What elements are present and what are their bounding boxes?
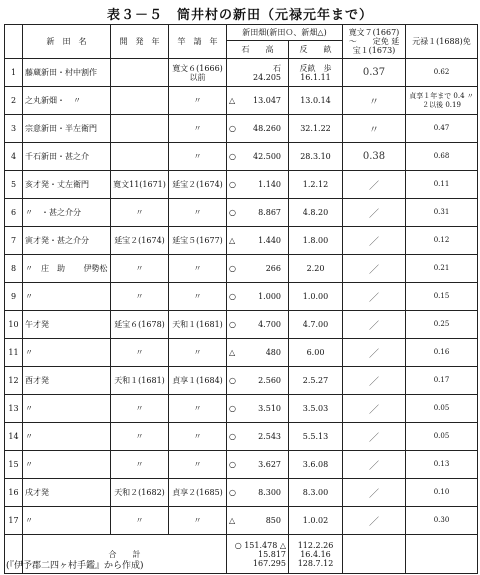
genroku-tax-rate: 0.68 [406,143,478,171]
koku-value: 石 24.205 [253,63,281,82]
field-type-mark: ○ [229,124,236,133]
field-type-mark: ○ [229,292,236,301]
koku-value: 266 [265,264,281,273]
tanbetsu-value: 5.5.13 [289,423,343,451]
koku-value: 3.510 [258,404,281,413]
genroku-tax-rate: 0.12 [406,227,478,255]
field-name: 午才発 [23,311,111,339]
survey-year: 延宝５(1677) [169,227,227,255]
field-type-mark: ○ [229,432,236,441]
header-tanbetsu: 反 畝 [289,41,343,59]
genroku-tax-rate: 0.05 [406,423,478,451]
koku-value: 2.543 [258,432,281,441]
tanbetsu-value: 1.0.00 [289,283,343,311]
table-row [5,451,478,479]
survey-year: 〃 [169,507,227,535]
field-name: 〃 庄 助 伊勢松 [23,255,111,283]
field-name: 宗意新田・半左衛門 [23,115,111,143]
koku-value: 480 [265,348,281,357]
field-name: 〃 [23,395,111,423]
survey-year: 寛文６(1666) 以前 [169,59,227,87]
koku-value: 1.440 [258,236,281,245]
table-row [5,311,478,339]
header-dev-year: 開 発 年 [111,25,169,59]
koku-cell [227,143,289,171]
tanbetsu-value: 8.3.00 [289,479,343,507]
survey-year: 〃 [169,395,227,423]
row-number: 12 [5,367,23,395]
kanbun-tax-rate: ／ [343,171,406,199]
table-row [5,367,478,395]
row-number: 13 [5,395,23,423]
survey-year: 〃 [169,283,227,311]
survey-year: 貞享２(1685) [169,479,227,507]
total-koku: ○ 151.478 △ 15.817 167.295 [227,535,289,574]
genroku-tax-rate: 0.05 [406,395,478,423]
field-type-mark: ○ [229,264,236,273]
tanbetsu-value: 4.7.00 [289,311,343,339]
table-row [5,227,478,255]
row-number: 9 [5,283,23,311]
development-year: 〃 [111,255,169,283]
koku-value: 13.047 [253,96,281,105]
koku-value: 42.500 [253,152,281,161]
table-row [5,507,478,535]
koku-cell [227,507,289,535]
kanbun-tax-rate: ／ [343,311,406,339]
table-row [5,479,478,507]
tanbetsu-value: 3.6.08 [289,451,343,479]
development-year [111,143,169,171]
field-name: 藤蔵新田・村中割作 [23,59,111,87]
development-year: 〃 [111,339,169,367]
genroku-tax-rate: 0.31 [406,199,478,227]
field-name: 戌才発 [23,479,111,507]
source-note: (『伊予郡二四ヶ村手鑑』から作成) [6,561,144,571]
koku-cell [227,283,289,311]
koku-value: 4.700 [258,320,281,329]
field-type-mark: ○ [229,180,236,189]
kanbun-tax-rate: 〃 [343,87,406,115]
header-no [5,25,23,59]
row-number: 2 [5,87,23,115]
row-number: 10 [5,311,23,339]
development-year: 寛文11(1671) [111,171,169,199]
genroku-tax-rate: 0.30 [406,507,478,535]
koku-cell [227,423,289,451]
kanbun-tax-rate: 0.37 [343,59,406,87]
kanbun-tax-rate: ／ [343,199,406,227]
koku-value: 3.627 [258,460,281,469]
kanbun-tax-rate: ／ [343,395,406,423]
development-year: 延宝２(1674) [111,227,169,255]
development-year: 延宝６(1678) [111,311,169,339]
survey-year: 貞享１(1684) [169,367,227,395]
kanbun-tax-rate: ／ [343,367,406,395]
total-kanbun-blank [343,535,406,574]
kanbun-tax-rate: 〃 [343,115,406,143]
row-number: 7 [5,227,23,255]
koku-cell [227,87,289,115]
koku-cell [227,311,289,339]
header-survey-year: 竿 請 年 [169,25,227,59]
total-genroku-blank [406,535,478,574]
row-number: 4 [5,143,23,171]
field-type-mark: ○ [229,376,236,385]
koku-cell [227,59,289,87]
development-year [111,59,169,87]
survey-year: 〃 [169,115,227,143]
header-area-group: 新田畑(新田Ｏ、新畑△) [227,25,343,41]
field-type-mark: ○ [229,460,236,469]
koku-cell [227,255,289,283]
kanbun-tax-rate: 0.38 [343,143,406,171]
koku-cell [227,479,289,507]
koku-value: 2.560 [258,376,281,385]
field-type-mark: △ [229,236,236,245]
genroku-tax-rate: 0.13 [406,451,478,479]
header-kanbun: 寛文７(1667) ～ 定免 延宝１(1673) [343,25,406,59]
field-name: 千石新田・甚之介 [23,143,111,171]
development-year: 〃 [111,395,169,423]
koku-value: 8.300 [258,488,281,497]
field-type-mark: ○ [229,152,236,161]
kanbun-tax-rate: ／ [343,339,406,367]
genroku-tax-rate: 0.11 [406,171,478,199]
row-number: 5 [5,171,23,199]
field-type-mark: △ [229,516,236,525]
table-row [5,423,478,451]
genroku-tax-rate: 0.10 [406,479,478,507]
tanbetsu-value: 1.0.02 [289,507,343,535]
field-name: 〃 ・甚之介分 [23,199,111,227]
row-number: 15 [5,451,23,479]
table-row [5,339,478,367]
genroku-tax-rate: 0.17 [406,367,478,395]
tanbetsu-value: 13.0.14 [289,87,343,115]
koku-value: 1.000 [258,292,281,301]
genroku-tax-rate: 0.15 [406,283,478,311]
kanbun-tax-rate: ／ [343,507,406,535]
field-name: 〃 [23,283,111,311]
kanbun-tax-rate: ／ [343,479,406,507]
survey-year: 〃 [169,451,227,479]
field-name: 〃 [23,339,111,367]
genroku-tax-rate: 0.21 [406,255,478,283]
field-name: 亥才発・丈左衛門 [23,171,111,199]
field-name: 酉才発 [23,367,111,395]
koku-value: 8.867 [258,208,281,217]
development-year [111,115,169,143]
survey-year: 延宝２(1674) [169,171,227,199]
table-title: 表３－５ 筒井村の新田（元禄元年まで） [106,8,373,23]
development-year: 〃 [111,451,169,479]
field-type-mark: ○ [229,404,236,413]
kanbun-tax-rate: ／ [343,255,406,283]
development-year: 〃 [111,199,169,227]
row-number: 1 [5,59,23,87]
genroku-tax-rate: 貞享１年まで 0.4 〃 ２以後 0.19 [406,87,478,115]
row-number: 6 [5,199,23,227]
table-row [5,255,478,283]
new-fields-table [4,24,478,574]
development-year [111,87,169,115]
development-year: 〃 [111,507,169,535]
table-row [5,171,478,199]
tanbetsu-value: 28.3.10 [289,143,343,171]
survey-year: 〃 [169,199,227,227]
field-type-mark: ○ [229,320,236,329]
row-number: 14 [5,423,23,451]
koku-cell [227,199,289,227]
genroku-tax-rate: 0.47 [406,115,478,143]
genroku-tax-rate: 0.16 [406,339,478,367]
table-row [5,283,478,311]
tanbetsu-value: 32.1.22 [289,115,343,143]
tanbetsu-value: 1.8.00 [289,227,343,255]
header-genroku: 元禄１(1688)免 [406,25,478,59]
koku-cell [227,171,289,199]
koku-value: 850 [265,516,281,525]
tanbetsu-value: 3.5.03 [289,395,343,423]
survey-year: 〃 [169,423,227,451]
tanbetsu-value: 6.00 [289,339,343,367]
koku-cell [227,339,289,367]
field-name: 寅才発・甚之介分 [23,227,111,255]
development-year: 〃 [111,423,169,451]
field-type-mark: ○ [229,488,236,497]
kanbun-tax-rate: ／ [343,451,406,479]
row-number: 11 [5,339,23,367]
tanbetsu-value: 1.2.12 [289,171,343,199]
table-row [5,59,478,87]
table-row [5,143,478,171]
koku-cell [227,395,289,423]
table-row [5,87,478,115]
koku-cell [227,451,289,479]
total-label: 合 計 [23,535,227,574]
survey-year: 〃 [169,143,227,171]
koku-cell [227,115,289,143]
tanbetsu-value: 4.8.20 [289,199,343,227]
field-type-mark: △ [229,348,236,357]
tanbetsu-value: 反畝 歩 16.1.11 [289,59,343,87]
table-row [5,395,478,423]
row-number: 8 [5,255,23,283]
table-row [5,115,478,143]
field-type-mark: △ [229,96,236,105]
kanbun-tax-rate: ／ [343,283,406,311]
row-number: 17 [5,507,23,535]
kanbun-tax-rate: ／ [343,423,406,451]
development-year: 天和１(1681) [111,367,169,395]
koku-cell [227,367,289,395]
total-tanbetsu: 112.2.26 16.4.16 128.7.12 [289,535,343,574]
header-name: 新 田 名 [23,25,111,59]
survey-year: 〃 [169,339,227,367]
koku-value: 1.140 [258,180,281,189]
tanbetsu-value: 2.5.27 [289,367,343,395]
header-koku: 石 高 [227,41,289,59]
field-name: 〃 [23,451,111,479]
field-name: 〃 [23,507,111,535]
development-year: 天和２(1682) [111,479,169,507]
field-name: 之丸新畑・ 〃 [23,87,111,115]
row-number: 16 [5,479,23,507]
genroku-tax-rate: 0.25 [406,311,478,339]
koku-cell [227,227,289,255]
development-year: 〃 [111,283,169,311]
survey-year: 〃 [169,255,227,283]
koku-value: 48.260 [253,124,281,133]
survey-year: 〃 [169,87,227,115]
row-number: 3 [5,115,23,143]
genroku-tax-rate: 0.62 [406,59,478,87]
survey-year: 天和１(1681) [169,311,227,339]
field-name: 〃 [23,423,111,451]
field-type-mark: ○ [229,208,236,217]
table-row [5,199,478,227]
tanbetsu-value: 2.20 [289,255,343,283]
kanbun-tax-rate: ／ [343,227,406,255]
